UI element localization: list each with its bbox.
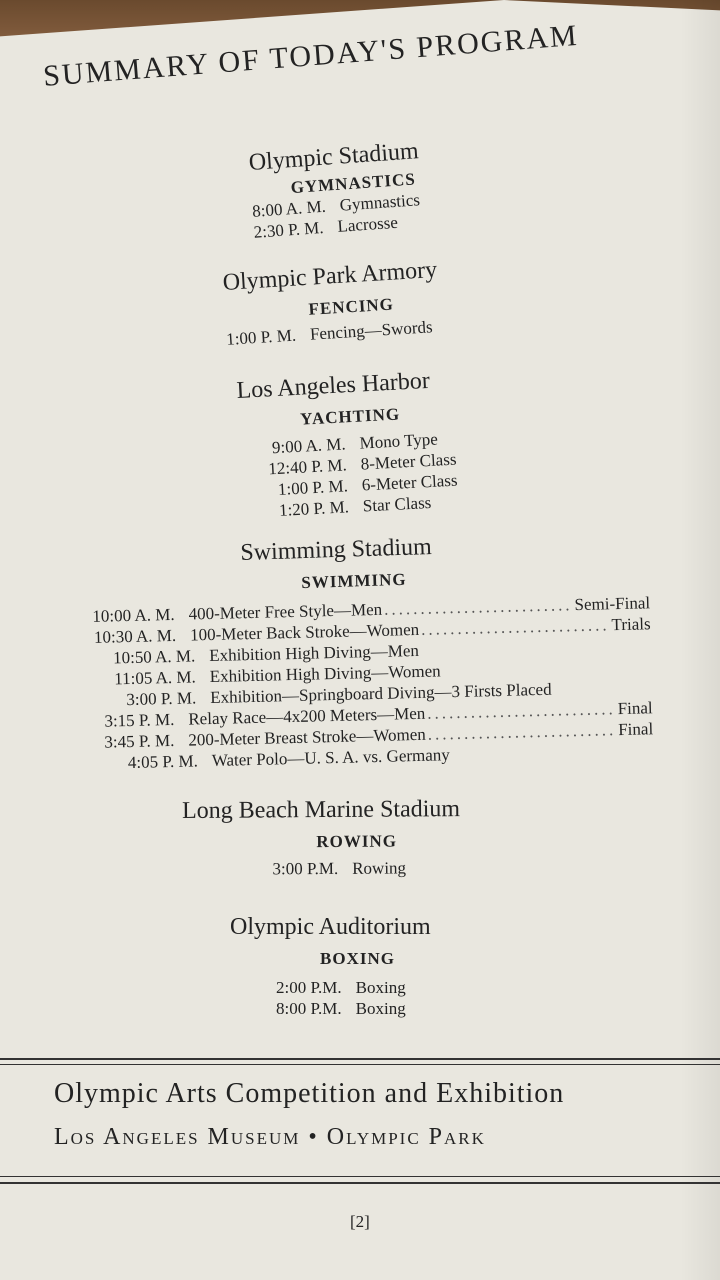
venue-olympic-park-armory (222, 257, 441, 350)
venue-los-angeles-harbor (236, 367, 459, 523)
page-number: [2] (350, 1212, 370, 1231)
event-name: Exhibition High Diving—Women (209, 661, 441, 687)
event-result: Final (617, 719, 654, 740)
event-time: 1:00 P. M. (225, 325, 297, 349)
venue-olympic-auditorium (230, 914, 431, 1019)
dot-leader: .......................... (420, 615, 610, 639)
venue-name: Long Beach Marine Stadium (182, 796, 461, 824)
event-name: Relay Race—4x200 Meters—Men (188, 703, 426, 729)
event-result: Final (617, 698, 653, 719)
event-name: 8-Meter Class (360, 449, 457, 474)
event-list (239, 428, 459, 523)
event-name: Rowing (352, 858, 407, 878)
event-name: 100-Meter Back Stroke—Women (189, 619, 420, 645)
event-name: 6-Meter Class (361, 470, 458, 495)
event-name: Gymnastics (339, 190, 421, 215)
venue-name: Los Angeles Harbor (236, 367, 431, 404)
event-name: Lacrosse (336, 212, 399, 236)
venue-swimming-stadium (240, 534, 433, 595)
event-result: Semi-Final (574, 593, 651, 615)
event-name: 200-Meter Breast Stroke—Women (188, 724, 427, 750)
event-time: 3:15 P. M. (104, 709, 175, 731)
event-time: 8:00 A. M. (251, 196, 327, 221)
event-row (276, 998, 431, 1019)
event-result: Trials (611, 614, 651, 635)
footer-rule-top (0, 1058, 720, 1060)
footer-rule-top-thin (0, 1064, 720, 1065)
event-time: 4:05 P. M. (127, 751, 199, 773)
dot-leader: .......................... (383, 595, 573, 619)
sport-name: ROWING (316, 831, 397, 852)
sport-name: FENCING (307, 294, 395, 319)
event-name: Boxing (355, 999, 406, 1018)
event-time: 1:00 P. M. (277, 476, 349, 499)
footer-rule-bottom-thin (0, 1176, 720, 1177)
event-time: 12:40 P. M. (267, 455, 348, 479)
sport-name: YACHTING (299, 404, 401, 429)
event-time: 11:05 A. M. (114, 667, 196, 689)
venue-name: Olympic Park Armory (222, 256, 438, 296)
sport-name: GYMNASTICS (290, 169, 417, 198)
swimming-event-list (88, 592, 654, 774)
event-name: Exhibition—Springboard Diving—3 Firsts Placed (210, 679, 552, 708)
event-name: Exhibition High Diving—Men (209, 640, 420, 666)
page-title: SUMMARY OF TODAY'S PROGRAM (42, 18, 580, 93)
event-time: 10:50 A. M. (112, 646, 196, 668)
sport-name: BOXING (320, 949, 395, 968)
venue-olympic-stadium (248, 138, 424, 243)
event-time: 10:30 A. M. (93, 625, 177, 647)
page-curl-shadow (680, 0, 720, 1280)
event-name: Boxing (355, 978, 406, 997)
event-name: 400-Meter Free Style—Men (188, 599, 383, 624)
event-name: Mono Type (359, 429, 439, 453)
museum-location: Los Angeles Museum • Olympic Park (54, 1124, 486, 1150)
event-name: Star Class (362, 492, 432, 516)
event-name: Fencing—Swords (309, 317, 434, 344)
dot-leader: .......................... (427, 720, 617, 744)
venue-name: Olympic Stadium (248, 138, 420, 176)
event-time: 2:00 P.M. (276, 978, 342, 997)
event-row (272, 857, 460, 879)
event-name: Water Polo—U. S. A. vs. Germany (211, 745, 451, 771)
sport-name: SWIMMING (301, 569, 407, 593)
event-row (226, 316, 442, 350)
event-time: 3:00 P.M. (272, 858, 339, 879)
venue-long-beach-marine-stadium (182, 796, 461, 880)
dot-leader: .......................... (427, 699, 616, 723)
footer-rule-bottom (0, 1182, 720, 1184)
event-row (276, 977, 431, 998)
event-time: 2:30 P. M. (253, 217, 325, 242)
event-time: 1:20 P. M. (278, 497, 350, 520)
venue-name: Olympic Auditorium (230, 914, 431, 940)
event-time: 3:45 P. M. (104, 730, 175, 752)
venue-name: Swimming Stadium (240, 533, 433, 566)
arts-competition-heading: Olympic Arts Competition and Exhibition (54, 1078, 565, 1109)
event-time: 8:00 P.M. (276, 999, 342, 1018)
event-time: 9:00 A. M. (271, 434, 347, 458)
event-time: 3:00 P. M. (126, 688, 197, 710)
event-time: 10:00 A. M. (92, 604, 175, 626)
